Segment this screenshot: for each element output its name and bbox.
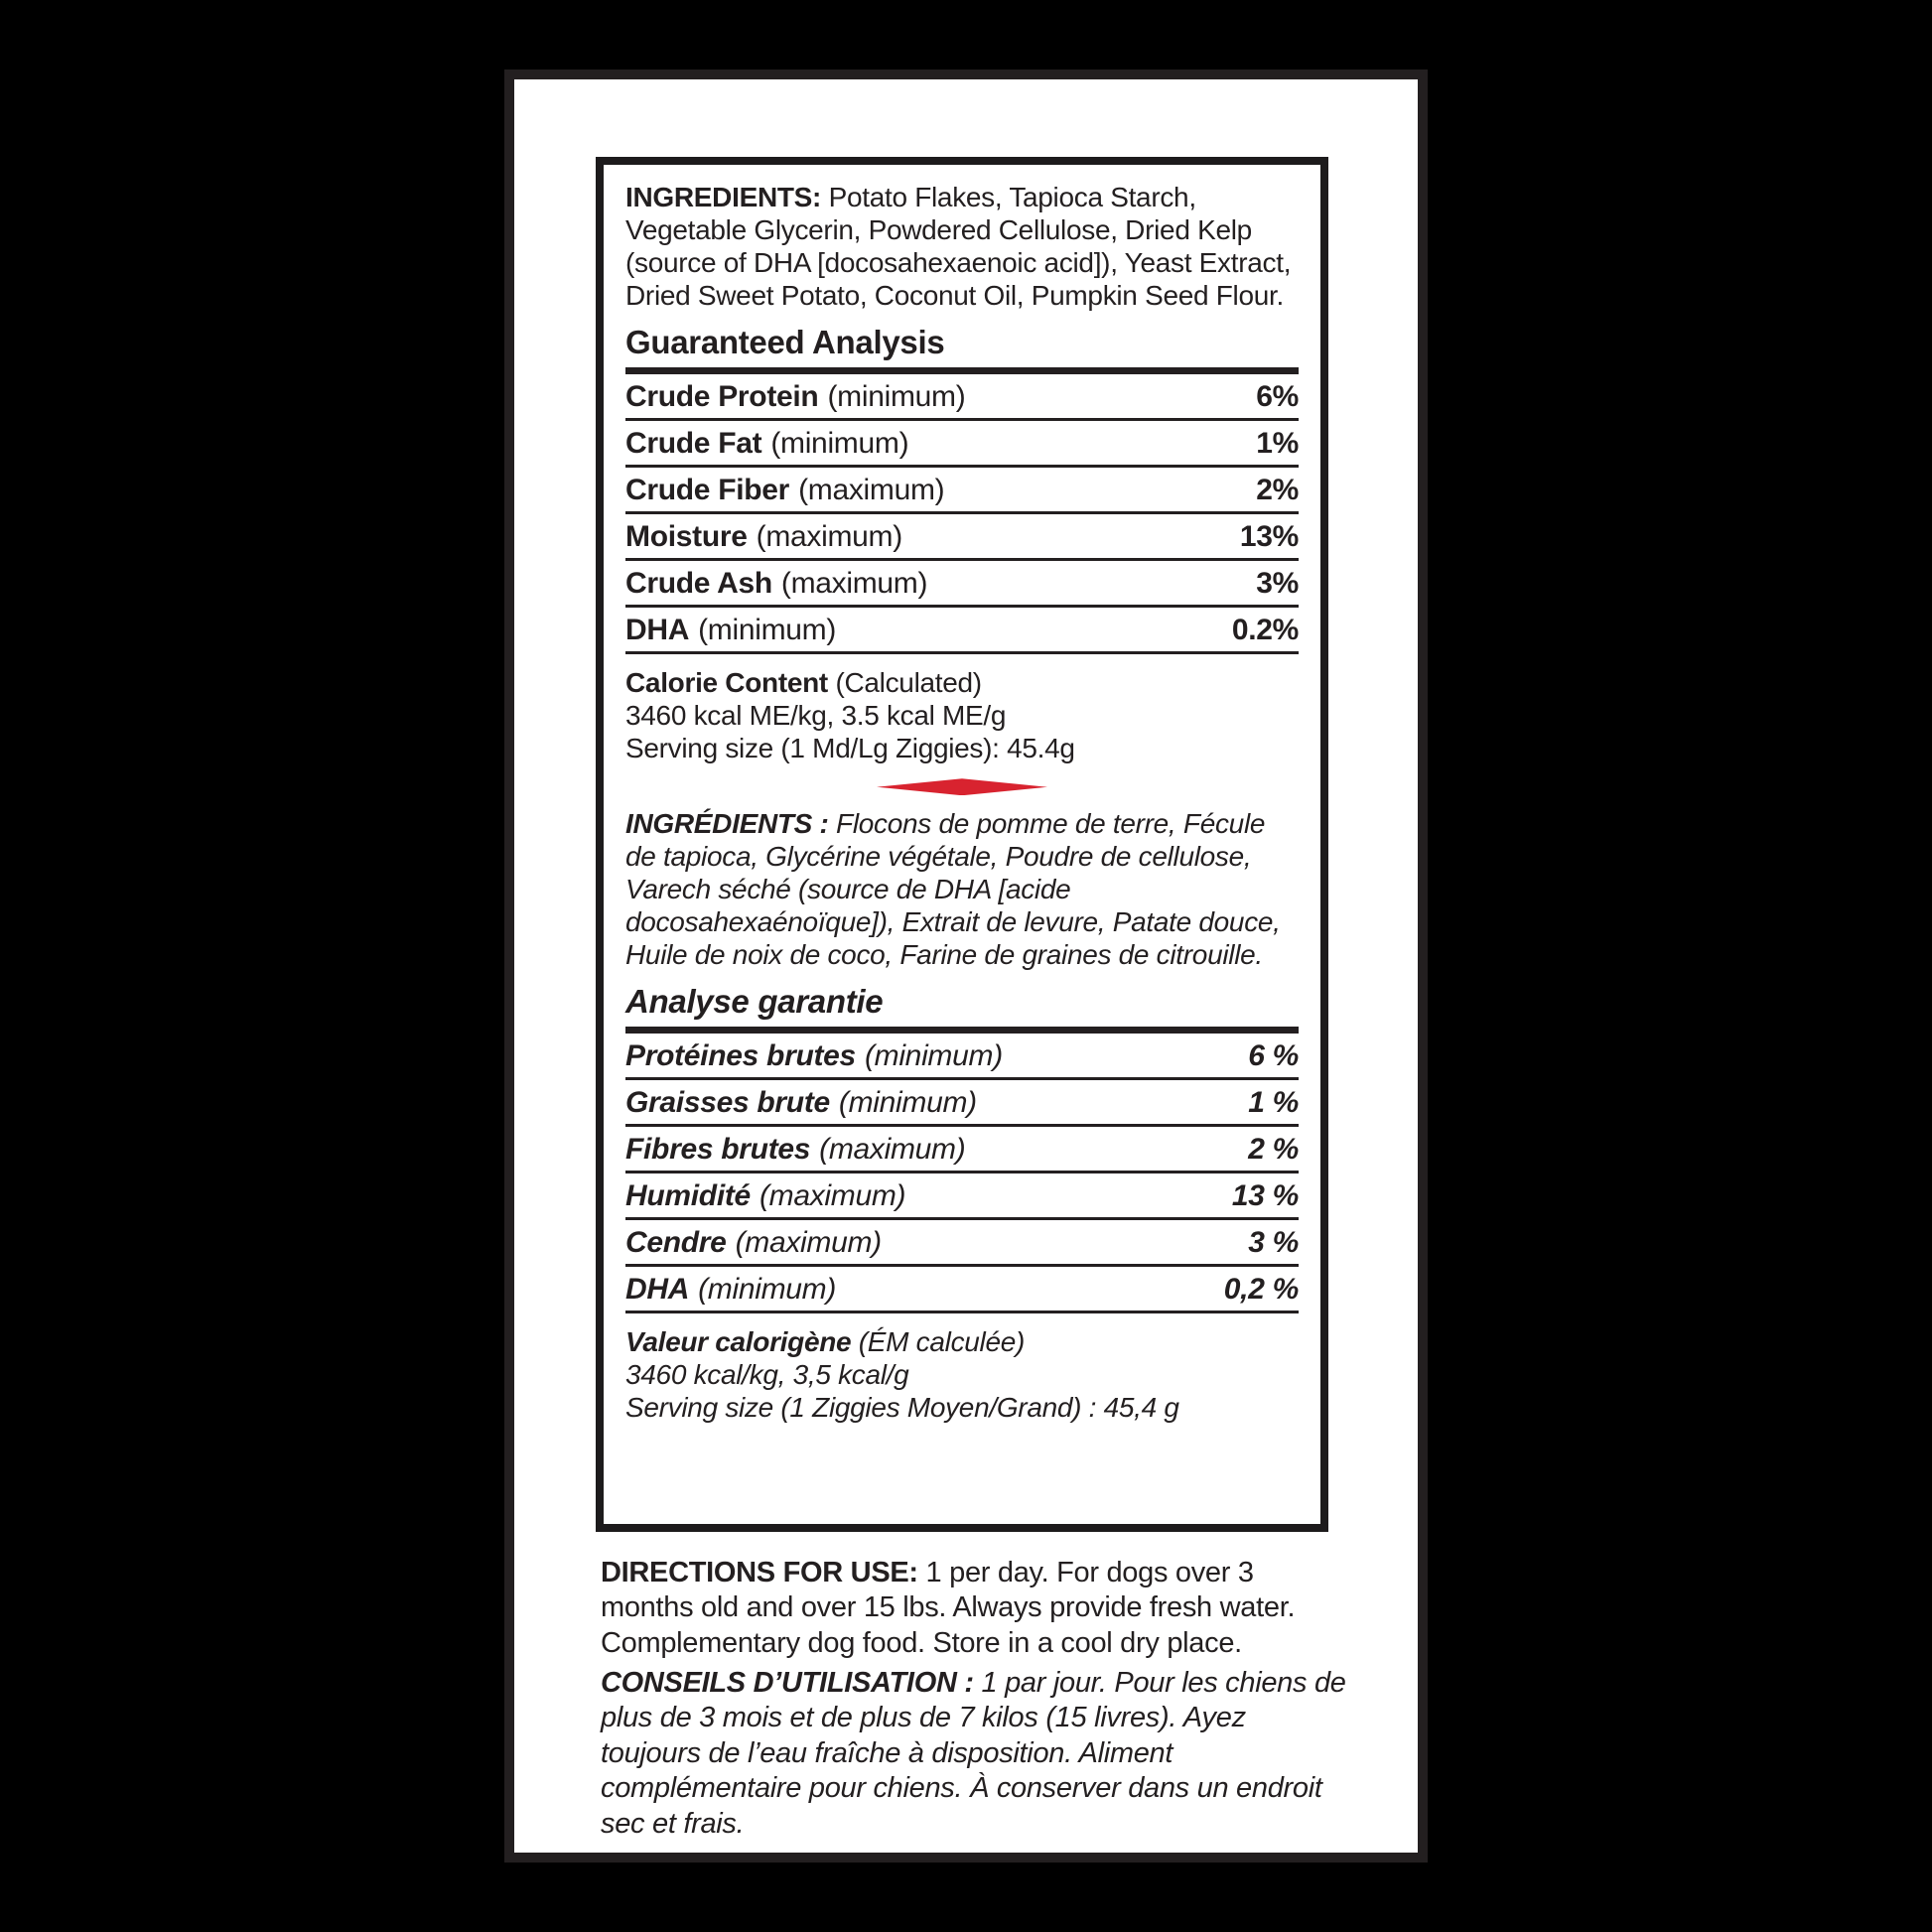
row-qualifier: (maximum) [759,1179,906,1213]
row-name: Fibres brutes [625,1133,811,1167]
row-value: 2 % [1248,1133,1299,1167]
row-qualifier: (minimum) [838,1086,977,1120]
calorie-en-line1: 3460 kcal ME/kg, 3.5 kcal ME/g [625,700,1007,732]
row-qualifier: (minimum) [770,427,909,461]
row-name: Crude Ash [625,567,772,601]
row-value: 6% [1256,380,1299,414]
label-panel [504,69,1428,1863]
table-row [625,374,1299,421]
row-qualifier: (minimum) [827,380,966,414]
calorie-fr-line1: 3460 kcal/kg, 3,5 kcal/g [625,1359,909,1391]
row-qualifier: (maximum) [735,1226,882,1260]
row-qualifier: (maximum) [780,567,928,601]
row-name: Moisture [625,520,748,554]
ingredients-fr-paragraph [625,807,1299,971]
table-row [625,1220,1299,1267]
row-name: Crude Fiber [625,474,790,507]
row-name: Crude Fat [625,427,762,461]
table-row [625,1173,1299,1220]
row-qualifier: (minimum) [698,1273,837,1307]
row-name: Cendre [625,1226,727,1260]
calorie-fr-line2: Serving size (1 Ziggies Moyen/Grand) : 45,4 g [625,1392,1179,1424]
row-value: 0,2 % [1223,1273,1299,1307]
ingredients-en-paragraph [625,181,1299,312]
directions-fr-paragraph [601,1666,1347,1842]
calorie-en-qualifier: (Calculated) [835,667,982,699]
row-name: Graisses brute [625,1086,830,1120]
row-qualifier: (maximum) [756,520,902,554]
directions-en-paragraph [601,1556,1347,1661]
row-name: DHA [625,1273,690,1307]
row-value: 0.2% [1231,614,1299,647]
ingredients-en-text: Potato Flakes, Tapioca Starch, Vegetable Glycerin, Powdered Cellulose, Dried Kelp (source of DHA [docosahexaenoic acid]), Yeast Extract, Dried Sweet Potato, Coconut Oil, Pumpkin Seed Flour. [625,182,1292,312]
row-qualifier: (maximum) [819,1133,966,1167]
directions-fr-lead: CONSEILS D’UTILISATION : [601,1667,974,1699]
ingredients-fr-lead: INGRÉDIENTS : [625,808,829,840]
red-lens-divider [877,778,1047,795]
row-value: 3 % [1248,1226,1299,1260]
row-name: Humidité [625,1179,751,1213]
row-value: 1% [1256,427,1299,461]
calorie-content-fr [625,1325,1299,1424]
table-row [625,421,1299,468]
table-row [625,468,1299,514]
guaranteed-analysis-title: Guaranteed Analysis [625,324,1299,374]
directions-fr-text: 1 par jour. Pour les chiens de plus de 3 mois et de plus de 7 kilos (15 livres). Ayez toujours de l’eau fraîche à disposition. Aliment complémentaire pour chiens. À conserver dans un endroit sec et frais. [601,1667,1346,1840]
row-value: 6 % [1248,1039,1299,1073]
nutrition-info-box [596,157,1328,1532]
row-name: Protéines brutes [625,1039,856,1073]
table-row [625,561,1299,608]
row-name: Crude Protein [625,380,819,414]
row-qualifier: (minimum) [698,614,837,647]
row-qualifier: (maximum) [798,474,945,507]
row-value: 13 % [1231,1179,1299,1213]
calorie-fr-qualifier: (ÉM calculée) [858,1326,1026,1358]
directions-en-lead: DIRECTIONS FOR USE: [601,1557,918,1588]
row-value: 1 % [1248,1086,1299,1120]
row-name: DHA [625,614,690,647]
calorie-content-en [625,666,1299,764]
directions-en-text: 1 per day. For dogs over 3 months old and over 15 lbs. Always provide fresh water. Complementary dog food. Store in a cool dry place. [601,1557,1296,1659]
table-row [625,514,1299,561]
table-row [625,1080,1299,1127]
row-qualifier: (minimum) [864,1039,1003,1073]
table-row [625,1034,1299,1080]
ingredients-fr-text: Flocons de pomme de terre, Fécule de tapioca, Glycérine végétale, Poudre de cellulose, Varech séché (source de DHA [acide docosahexaénoïque]), Extrait de levure, Patate douce, Huile de noix de coco, Farine de graines de citrouille. [625,808,1281,971]
analyse-garantie-title: Analyse garantie [625,983,1299,1034]
calorie-en-line2: Serving size (1 Md/Lg Ziggies): 45.4g [625,733,1075,764]
row-value: 2% [1256,474,1299,507]
table-row [625,608,1299,654]
row-value: 13% [1239,520,1299,554]
calorie-en-lead: Calorie Content [625,667,828,699]
row-value: 3% [1256,567,1299,601]
ingredients-en-lead: INGREDIENTS: [625,182,822,212]
table-row [625,1267,1299,1313]
table-row [625,1127,1299,1173]
calorie-fr-lead: Valeur calorigène [625,1326,852,1358]
